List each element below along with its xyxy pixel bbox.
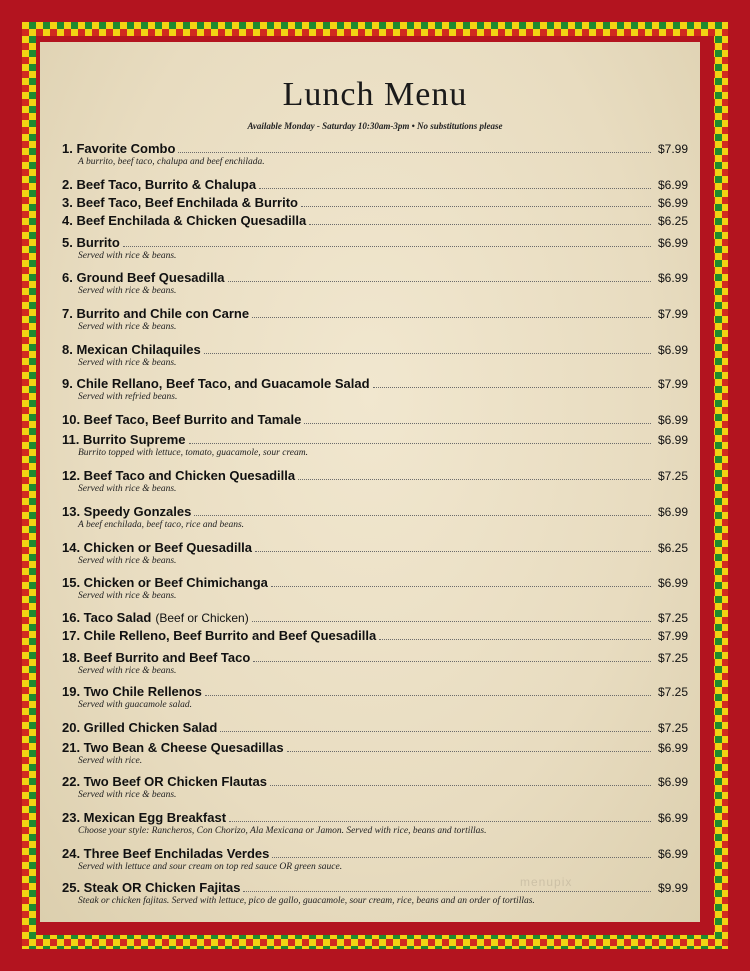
menu-item — [62, 376, 688, 403]
menu-item-row — [62, 141, 688, 157]
dot-leader — [298, 478, 651, 480]
dot-leader — [252, 316, 651, 318]
menu-item — [62, 432, 688, 459]
item-price: $7.99 — [657, 307, 688, 321]
item-name-text: 1. Favorite Combo — [62, 141, 176, 156]
item-description: Served with rice & beans. — [78, 286, 177, 296]
menu-item — [62, 270, 688, 297]
dot-leader — [194, 514, 651, 516]
item-name — [62, 141, 175, 156]
dot-leader — [259, 187, 651, 189]
menu-item — [62, 846, 688, 873]
item-name — [62, 810, 226, 825]
item-price: $6.25 — [657, 214, 688, 228]
item-price: $6.99 — [657, 775, 688, 789]
item-price: $7.25 — [657, 721, 688, 735]
item-price: $7.25 — [657, 651, 688, 665]
dot-leader — [228, 280, 651, 282]
item-name — [62, 846, 269, 861]
menu-item — [62, 720, 688, 736]
item-name-text: 4. Beef Enchilada & Chicken Quesadilla — [62, 213, 307, 228]
menu-item-row — [62, 468, 688, 484]
menu-item — [62, 880, 688, 907]
dot-leader — [255, 550, 651, 552]
item-name-text: 20. Grilled Chicken Salad — [62, 720, 218, 735]
item-name — [62, 504, 191, 519]
item-name — [62, 342, 201, 357]
menu-item-row — [62, 610, 688, 626]
item-name — [62, 774, 267, 789]
item-name-text: 2. Beef Taco, Burrito & Chalupa — [62, 177, 257, 192]
item-name-text: 7. Burrito and Chile con Carne — [62, 306, 250, 321]
item-name — [62, 432, 186, 447]
item-name-text: 23. Mexican Egg Breakfast — [62, 810, 227, 825]
menu-item — [62, 504, 688, 531]
item-name — [62, 177, 256, 192]
item-description: Served with refried beans. — [78, 392, 178, 402]
item-price: $7.25 — [657, 685, 688, 699]
item-name — [62, 720, 217, 735]
item-description: Served with rice & beans. — [78, 484, 177, 494]
item-price: $6.99 — [657, 847, 688, 861]
menu-item — [62, 412, 688, 428]
dot-leader — [379, 638, 651, 640]
menu-item — [62, 468, 688, 495]
item-name — [62, 468, 295, 483]
item-name — [62, 684, 202, 699]
menu-item — [62, 610, 688, 626]
item-price: $7.99 — [657, 629, 688, 643]
item-price: $9.99 — [657, 881, 688, 895]
dot-leader — [252, 620, 651, 622]
item-name-text: 5. Burrito — [62, 235, 120, 250]
item-price: $7.99 — [657, 142, 688, 156]
item-description: Served with rice & beans. — [78, 556, 177, 566]
menu-item-row — [62, 432, 688, 448]
item-description: Served with rice & beans. — [78, 790, 177, 800]
dot-leader — [189, 442, 651, 444]
menu-item-row — [62, 774, 688, 790]
item-name — [62, 610, 249, 625]
item-description: Served with rice & beans. — [78, 591, 177, 601]
item-name — [62, 628, 376, 643]
item-name-text: 10. Beef Taco, Beef Burrito and Tamale — [62, 412, 302, 427]
item-name — [62, 880, 240, 895]
dot-leader — [301, 205, 651, 207]
item-price: $7.25 — [657, 469, 688, 483]
dot-leader — [271, 585, 651, 587]
dot-leader — [243, 890, 651, 892]
dot-leader — [309, 223, 651, 225]
item-price: $6.99 — [657, 413, 688, 427]
dot-leader — [253, 660, 651, 662]
item-name-text: 18. Beef Burrito and Beef Taco — [62, 650, 251, 665]
item-description: Burrito topped with lettuce, tomato, guacamole, sour cream. — [78, 448, 308, 458]
item-price: $6.99 — [657, 178, 688, 192]
menu-item-row — [62, 684, 688, 700]
menu-item — [62, 650, 688, 677]
item-price: $6.99 — [657, 196, 688, 210]
item-price: $6.99 — [657, 236, 688, 250]
item-name-text: 6. Ground Beef Quesadilla — [62, 270, 225, 285]
item-name-text: 14. Chicken or Beef Quesadilla — [62, 540, 253, 555]
item-name-text: 11. Burrito Supreme — [62, 432, 186, 447]
menu-item-row — [62, 628, 688, 644]
item-name-text: 19. Two Chile Rellenos — [62, 684, 202, 699]
dot-leader — [270, 784, 651, 786]
menu-item — [62, 177, 688, 193]
item-name-text: 12. Beef Taco and Chicken Quesadilla — [62, 468, 296, 483]
item-name-text: 25. Steak OR Chicken Fajitas — [62, 880, 241, 895]
dot-leader — [204, 352, 651, 354]
menu-item-row — [62, 235, 688, 251]
item-price: $6.99 — [657, 576, 688, 590]
menu-item — [62, 810, 688, 837]
item-price: $6.99 — [657, 741, 688, 755]
item-name-text: 3. Beef Taco, Beef Enchilada & Burrito — [62, 195, 298, 210]
menu-item-row — [62, 540, 688, 556]
menu-item — [62, 774, 688, 801]
dot-leader — [373, 386, 651, 388]
item-description: Served with rice & beans. — [78, 358, 177, 368]
item-name — [62, 740, 284, 755]
item-name — [62, 540, 252, 555]
item-name-text: 15. Chicken or Beef Chimichanga — [62, 575, 268, 590]
menu-item-row — [62, 177, 688, 193]
item-price: $6.99 — [657, 505, 688, 519]
item-description: Served with rice & beans. — [78, 666, 177, 676]
item-name-text: 13. Speedy Gonzales — [62, 504, 192, 519]
item-description: Served with rice & beans. — [78, 251, 177, 261]
menu-item — [62, 575, 688, 602]
item-name-text: 24. Three Beef Enchiladas Verdes — [62, 846, 270, 861]
menu-item-row — [62, 412, 688, 428]
menu-item — [62, 195, 688, 211]
item-note: (Beef or Chicken) — [155, 611, 249, 625]
menu-item-row — [62, 846, 688, 862]
item-name — [62, 270, 225, 285]
item-price: $6.99 — [657, 343, 688, 357]
item-name-text: 8. Mexican Chilaquiles — [62, 342, 201, 357]
item-name — [62, 235, 120, 250]
item-name-text: 17. Chile Relleno, Beef Burrito and Beef Quesadilla — [62, 628, 377, 643]
item-description: Served with rice & beans. — [78, 322, 177, 332]
dot-leader — [229, 820, 651, 822]
menu-item — [62, 213, 688, 229]
menu-item-row — [62, 740, 688, 756]
dot-leader — [178, 151, 651, 153]
item-description: A beef enchilada, beef taco, rice and beans. — [78, 520, 245, 530]
item-price: $6.99 — [657, 433, 688, 447]
menu-item — [62, 306, 688, 333]
menu-item-row — [62, 880, 688, 896]
dot-leader — [220, 730, 651, 732]
item-name — [62, 306, 249, 321]
menu-item-row — [62, 650, 688, 666]
menu-subtitle: Available Monday - Saturday 10:30am-3pm • No substitutions please — [247, 121, 503, 131]
menu-item — [62, 740, 688, 767]
dot-leader — [272, 856, 651, 858]
item-description: Served with rice. — [78, 756, 143, 766]
watermark: menupix — [520, 875, 573, 889]
item-name — [62, 412, 301, 427]
item-description: Choose your style: Rancheros, Con Chorizo, Ala Mexicana or Jamon. Served with rice, beans and tortillas. — [78, 826, 487, 836]
item-name-text: 9. Chile Rellano, Beef Taco, and Guacamole Salad — [62, 376, 370, 391]
menu-item — [62, 342, 688, 369]
dot-leader — [205, 694, 651, 696]
item-description: Served with guacamole salad. — [78, 700, 192, 710]
item-description: Steak or chicken fajitas. Served with lettuce, pico de gallo, guacamole, sour cream, rice, beans and an order of tortillas. — [78, 896, 535, 906]
dot-leader — [123, 245, 651, 247]
item-price: $7.25 — [657, 611, 688, 625]
menu-item-row — [62, 504, 688, 520]
menu-item-row — [62, 270, 688, 286]
menu-item-row — [62, 720, 688, 736]
item-name — [62, 195, 298, 210]
menu-item-row — [62, 195, 688, 211]
menu-item-row — [62, 306, 688, 322]
menu-item-row — [62, 213, 688, 229]
menu-item-row — [62, 342, 688, 358]
menu-item — [62, 141, 688, 168]
menu-title: Lunch Menu — [282, 76, 468, 113]
menu-item-row — [62, 575, 688, 591]
item-description: A burrito, beef taco, chalupa and beef enchilada. — [78, 157, 265, 167]
menu-item-row — [62, 376, 688, 392]
item-name — [62, 650, 250, 665]
dot-leader — [304, 422, 651, 424]
item-description: Served with lettuce and sour cream on top red sauce OR green sauce. — [78, 862, 343, 872]
menu-item — [62, 628, 688, 644]
item-price: $6.99 — [657, 811, 688, 825]
item-name — [62, 376, 370, 391]
item-name — [62, 575, 268, 590]
item-name-text: 21. Two Bean & Cheese Quesadillas — [62, 740, 284, 755]
menu-item — [62, 684, 688, 711]
menu-item — [62, 540, 688, 567]
item-name — [62, 213, 306, 228]
item-price: $6.99 — [657, 271, 688, 285]
item-price: $7.99 — [657, 377, 688, 391]
item-name-text: 16. Taco Salad — [62, 610, 152, 625]
menu-item-row — [62, 810, 688, 826]
item-name-text: 22. Two Beef OR Chicken Flautas — [62, 774, 267, 789]
item-price: $6.25 — [657, 541, 688, 555]
menu-item — [62, 235, 688, 262]
dot-leader — [287, 750, 651, 752]
